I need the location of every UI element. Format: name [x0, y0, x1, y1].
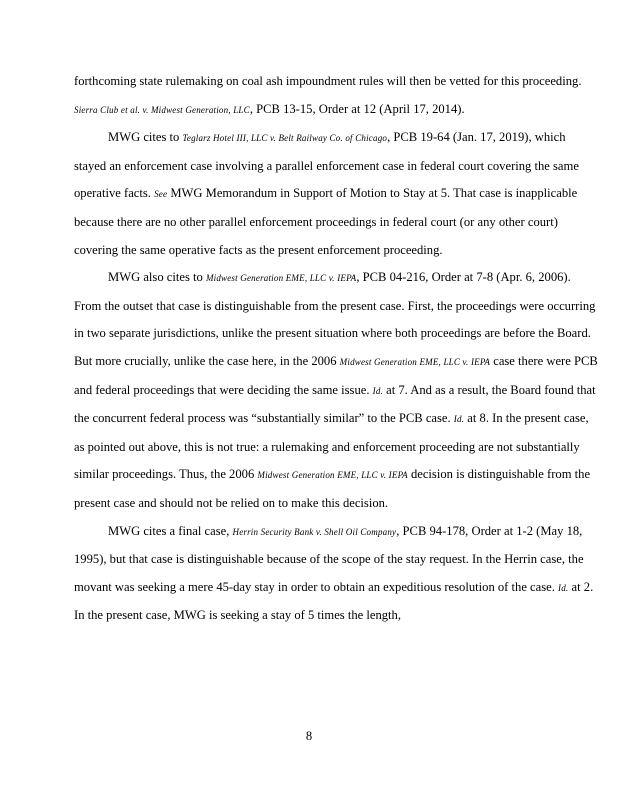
text-run: MWG also cites to — [108, 270, 206, 285]
text-run: MWG cites to — [108, 130, 183, 145]
case-citation: Herrin Security Bank v. Shell Oil Company — [232, 526, 397, 537]
text-run: forthcoming state rulemaking on coal ash impoundment rules will then be vetted for this proceeding. — [74, 74, 582, 88]
paragraph-1 — [74, 68, 600, 124]
case-citation: Sierra Club et al. v. Midwest Generation, LLC — [74, 104, 250, 115]
text-run: , PCB 94-178, Order at 1-2 (May 18, 1995), but that case is distinguishable because of the scope of the stay request. In the Herrin case, the movant was seeking a mere 45-day stay in order to obtain an expeditious resolution of the case. — [74, 523, 584, 594]
id-citation: Id. — [372, 385, 383, 396]
text-run: at 7. And as a result, the Board found that the concurrent federal process was “substantially similar” to the PCB case. — [74, 382, 596, 426]
paragraph-2 — [74, 124, 600, 264]
case-citation: Midwest Generation EME, LLC v. IEPA — [257, 470, 408, 481]
signal-word: See — [154, 189, 168, 200]
text-run: decision is distinguishable from the present case and should not be relied on to make this decision. — [74, 467, 591, 510]
case-citation: Midwest Generation EME, LLC v. IEPA — [205, 273, 357, 284]
case-citation: Teglarz Hotel III, LLC v. Belt Railway Co. of Chicago — [182, 133, 388, 144]
text-run: , PCB 19-64 (Jan. 17, 2019), which stayed an enforcement case involving a parallel enforcement case in federal court covering the same operative facts. — [74, 130, 579, 201]
text-run: case there were PCB and federal proceedings that were deciding the same issue. — [74, 353, 598, 397]
text-run: , PCB 04-216, Order at 7-8 (Apr. 6, 2006). From the outset that case is distinguishable from the present case. First, the proceedings were occurring in two separate jurisdictions, unlike the present situation where both proceedings are before the Board. But more crucially, unlike the case here, in the 2006 — [74, 270, 596, 368]
document-body — [74, 68, 600, 630]
text-run: MWG Memorandum in Support of Motion to Stay at 5. That case is inapplicable because there are no other parallel enforcement proceedings in federal court (or any other court) covering the same operative facts as the present enforcement proceeding. — [74, 186, 578, 257]
paragraph-3 — [74, 264, 600, 517]
text-run: , PCB 13-15, Order at 12 (April 17, 2014). — [249, 101, 465, 116]
text-run: MWG cites a final case, — [108, 523, 233, 538]
paragraph-4 — [74, 518, 600, 630]
text-run: at 2. In the present case, MWG is seeking a stay of 5 times the length, — [74, 579, 594, 623]
id-citation: Id. — [558, 582, 569, 593]
case-citation: Midwest Generation EME, LLC v. IEPA — [339, 356, 491, 367]
text-run: at 8. In the present case, as pointed out above, this is not true: a rulemaking and enforcement proceeding are not substantially similar proceedings. Thus, the 2006 — [74, 411, 589, 482]
id-citation: Id. — [453, 414, 465, 425]
page-number: 8 — [305, 729, 313, 743]
